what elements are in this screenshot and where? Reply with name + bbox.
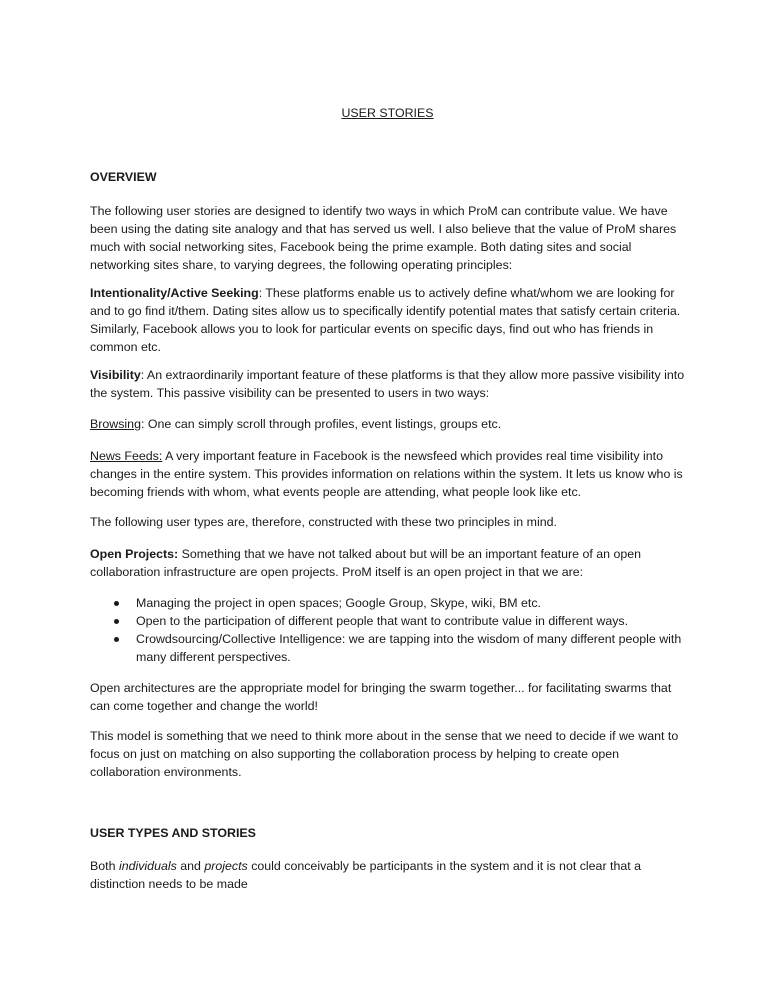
- user-types-heading: USER TYPES AND STORIES: [90, 826, 256, 840]
- browsing-label: Browsing: [90, 417, 141, 431]
- newsfeeds-paragraph: [90, 447, 685, 501]
- visibility-label: Visibility: [90, 368, 141, 382]
- open-projects-paragraph: [90, 545, 685, 581]
- list-item: Managing the project in open spaces; Google Group, Skype, wiki, BM etc.: [90, 594, 685, 612]
- browsing-text: : One can simply scroll through profiles, event listings, groups etc.: [140, 417, 502, 431]
- architectures-paragraph: Open architectures are the appropriate model for bringing the swarm together... for facilitating swarms that can come together and change the world!: [90, 681, 672, 713]
- overview-heading: OVERVIEW: [90, 170, 157, 184]
- newsfeeds-text: A very important feature in Facebook is the newsfeed which provides real time visibility into changes in the entire system. This provides information on relations within the system. It lets us know who is becoming friends with whom, what events people are attending, what people look like etc.: [90, 449, 683, 499]
- intentionality-text: : These platforms enable us to actively define what/whom we are looking for and to go find it/them. Dating sites allow us to specifically identify potential mates that satisfy certain criteria. Similarly, Facebook allows you to look for particular events on specific days, find out who has friends in common etc.: [90, 286, 681, 354]
- individuals-term: individuals: [118, 859, 177, 873]
- open-project-bullet-list: [90, 594, 685, 666]
- visibility-text: : An extraordinarily important feature of these platforms is that they allow more passive visibility into the system. This passive visibility can be presented to users in two ways:: [90, 368, 685, 400]
- bullet-icon: [114, 601, 119, 606]
- browsing-paragraph: [90, 415, 685, 433]
- principles-paragraph: The following user types are, therefore, constructed with these two principles in mind.: [90, 515, 557, 529]
- model-paragraph: This model is something that we need to think more about in the sense that we need to decide if we want to focus on just on matching on also supporting the collaboration process by helping to create open collaboration environments.: [90, 729, 679, 779]
- overview-intro-paragraph: The following user stories are designed to identify two ways in which ProM can contribute value. We have been using the dating site analogy and that has served us well. I also believe that the value of ProM shares much with social networking sites, Facebook being the prime example. Both dating sites and social networking sites share, to varying degrees, the following operating principles:: [90, 204, 677, 272]
- visibility-paragraph: [90, 366, 685, 402]
- list-item: Crowdsourcing/Collective Intelligence: we are tapping into the wisdom of many different people with many different perspectives.: [90, 630, 685, 666]
- intentionality-paragraph: [90, 284, 685, 356]
- open-projects-label: Open Projects:: [90, 547, 179, 561]
- page-title: USER STORIES: [341, 106, 434, 120]
- projects-term: projects: [204, 859, 248, 873]
- intentionality-label: Intentionality/Active Seeking: [90, 286, 259, 300]
- list-item: Open to the participation of different people that want to contribute value in different ways.: [90, 612, 685, 630]
- bullet-icon: [114, 637, 119, 642]
- bullet-icon: [114, 619, 119, 624]
- newsfeeds-label: News Feeds:: [90, 449, 163, 463]
- open-projects-text: Something that we have not talked about but will be an important feature of an open collaboration infrastructure are open projects. ProM itself is an open project in that we are:: [90, 547, 642, 579]
- user-types-paragraph: Both individuals and projects could conceivably be participants in the system and it is not clear that a distinction needs to be made: [90, 859, 642, 891]
